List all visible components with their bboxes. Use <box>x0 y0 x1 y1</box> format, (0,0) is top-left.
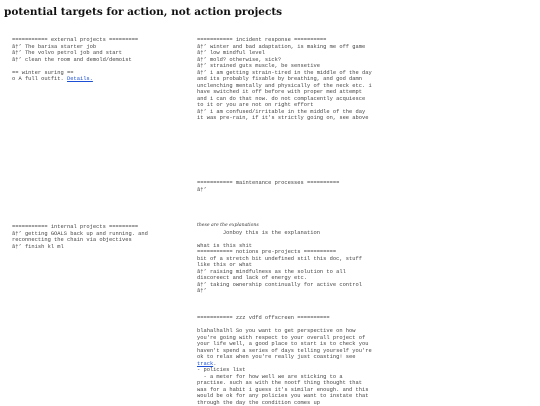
internal-projects-heading: =========== internal projects ========= <box>12 224 162 231</box>
notions-item: â†’ raising mindfulness as the solution to all discoreect and lack of energy etc. <box>197 269 372 282</box>
meter-line: - a meter for how well we are sticking to a practise. such as with the nootf thing thought that was for a habit i guess it's similar enough. and this would be ok for any policies you want to instate that through the day the condition comes up <box>197 374 372 406</box>
internal-project-item: â†’ finish kl ml <box>12 244 162 251</box>
incident-response-heading: =========== incident response ========== <box>197 37 372 44</box>
external-project-item: â†’ clean the room and demold/demoist <box>12 57 182 64</box>
jonboy-line: Jonboy this is the explanation <box>197 230 372 237</box>
incident-item: â†’ i am getting strain-tired in the middle of the day and its probably fixable by breathing, and god damn unclenching mentally and physically of the neck etc. i have switched it off before with proper med attempt and i can do that now. do not complacently acquiesce to it or you are not on right effort <box>197 70 372 109</box>
notions-intro: bit of a stretch bit undefined stil this doc, stuff like this or what <box>197 256 372 269</box>
winter-item: o A full outfit. Details. <box>12 76 182 83</box>
winter-heading: == winter suring == <box>12 70 182 77</box>
incident-response-section <box>197 37 372 122</box>
notions-item: â†’ <box>197 288 372 295</box>
maintenance-item: â†’ <box>197 187 372 194</box>
notions-item: â†’ taking ownership continually for active control <box>197 282 372 289</box>
what-line: what is this shit <box>197 243 372 250</box>
maintenance-section <box>197 180 372 193</box>
internal-projects-section <box>12 224 162 250</box>
notions-section <box>197 223 372 295</box>
details-link[interactable]: Details. <box>67 76 93 82</box>
track-link[interactable]: track <box>197 361 213 367</box>
offscreen-heading: =========== zzz vdfd offscreen ========== <box>197 315 372 322</box>
explanations-note: these are the explanations <box>197 223 372 230</box>
incident-item: â†’ low mindful level <box>197 50 372 57</box>
external-projects-heading: =========== external projects ========= <box>12 37 182 44</box>
notions-heading: =========== notions pre-projects ========== <box>197 249 372 256</box>
incident-item: â†’ winter and bad adaptation, is making me off game <box>197 44 372 51</box>
offscreen-section <box>197 315 372 406</box>
maintenance-heading: =========== maintenance processes ========== <box>197 180 372 187</box>
internal-project-item: â†’ getting GOALS back up and running. and reconnecting the chain via objectives <box>12 231 162 244</box>
incident-item: â†’ mold? otherwise, sick? <box>197 57 372 64</box>
external-project-item: â†’ The volvo petrol job and start <box>12 50 182 57</box>
incident-item: â†’ i am confused/irritable in the middle of the day it was pre-rain, if it's strictly going on, see above <box>197 109 372 122</box>
external-project-item: â†’ The barisa starter job <box>12 44 182 51</box>
policies-line: - policies list <box>197 367 372 374</box>
offscreen-paragraph: blahalhalhl So you want to get perspective on how you're going with respect to your overall project of your life well, a good place to start is to check you haven't spend a series of days telling yourself you're ok to relax when you're really just coasting! see track. <box>197 328 372 367</box>
page-title: potential targets for action, not action projects <box>4 6 282 18</box>
external-projects-section <box>12 37 182 83</box>
incident-item: â†’ strained guts muscle, be sensetive <box>197 63 372 70</box>
